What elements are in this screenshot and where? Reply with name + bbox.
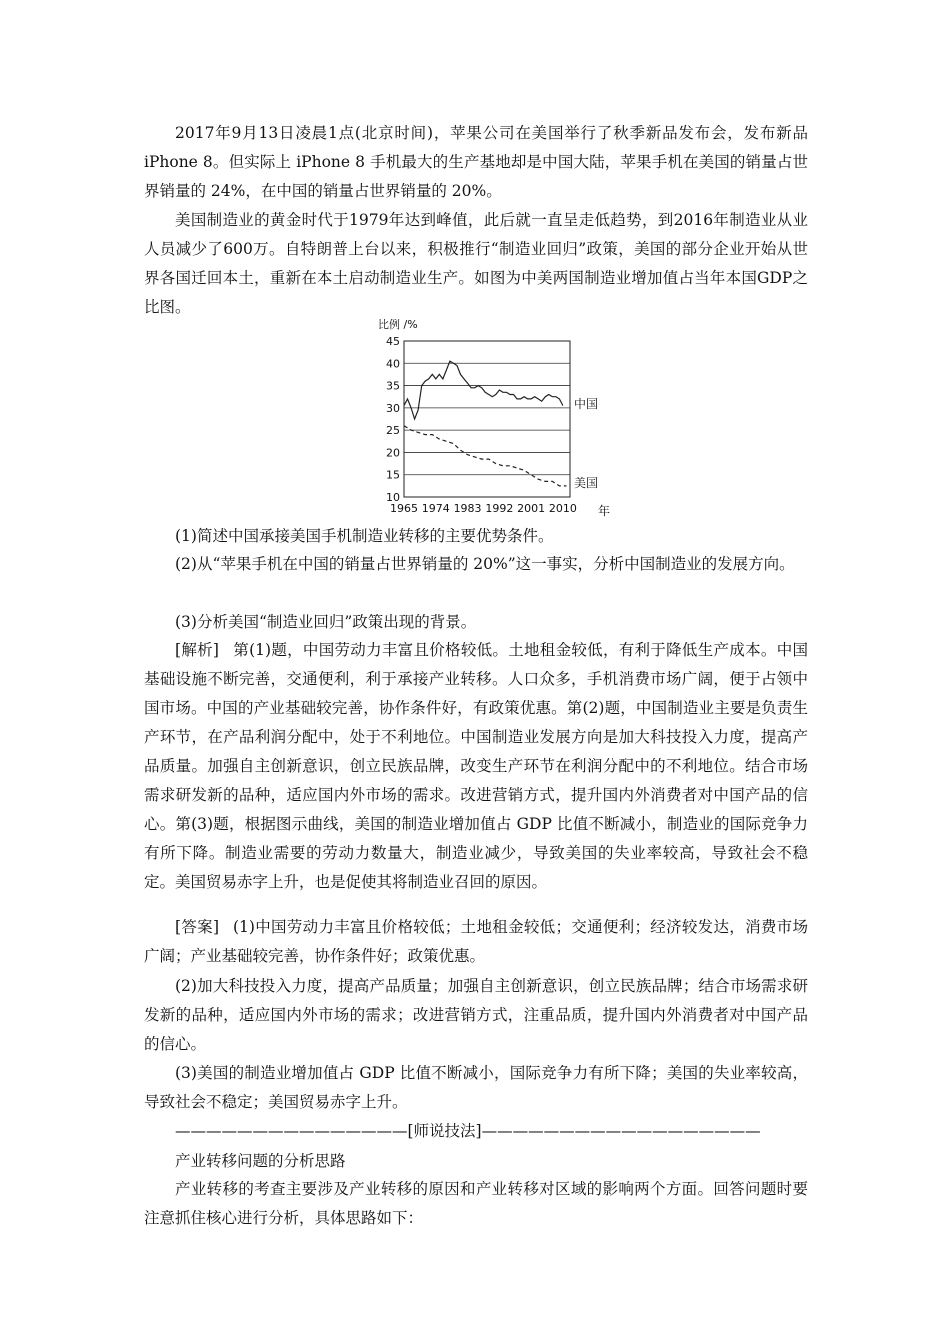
question-1: (1)简述中国承接美国手机制造业转移的主要优势条件。 bbox=[175, 527, 554, 545]
question-2: (2)从“苹果手机在中国的销量占世界销量的 20%”这一事实，分析中国制造业的发展方向。 bbox=[175, 555, 795, 573]
y-tick-label: 10 bbox=[386, 491, 400, 504]
analysis-label: [解析] bbox=[175, 641, 219, 659]
x-tick-label: 1992 bbox=[485, 502, 514, 515]
y-tick-label: 35 bbox=[386, 379, 400, 393]
x-tick-label: 1974 bbox=[421, 502, 450, 515]
method-text: 产业转移的考查主要涉及产业转移的原因和产业转移对区域的影响两个方面。回答问题时要注意抓住核心进行分析，具体思路如下： bbox=[144, 1180, 808, 1227]
y-tick-label: 20 bbox=[386, 446, 400, 460]
answer-2: (2)加大科技投入力度，提高产品质量；加强自主创新意识，创立民族品牌；结合市场需求研发新的品种，适应国内外市场的需求；改进营销方式，注重品质，提升国内外消费者对中国产品的信心。 bbox=[144, 977, 808, 1053]
series-line-china bbox=[404, 361, 563, 419]
x-axis-label: 年 bbox=[598, 504, 611, 518]
question-3: (3)分析美国“制造业回归”政策出现的背景。 bbox=[175, 613, 477, 631]
y-tick-label: 40 bbox=[386, 357, 400, 371]
y-tick-label: 45 bbox=[386, 335, 400, 348]
intro-paragraph-2: 美国制造业的黄金时代于1979年达到峰值，此后就一直呈走低趋势，到2016年制造业从业人员减少了600万。自特朗普上台以来，积极推行“制造业回归”政策，美国的部分企业开始从世界各国迁回本土，重新在本土启动制造业生产。如图为中美两国制造业增加值占当年本国GDP之比图。 bbox=[144, 211, 808, 316]
x-axis-ticks bbox=[390, 502, 577, 515]
method-title: 产业转移问题的分析思路 bbox=[175, 1152, 346, 1170]
x-tick-label: 1965 bbox=[390, 502, 418, 515]
answer-1: (1)中国劳动力丰富且价格较低；土地租金较低；交通便利；经济较发达，消费市场广阔；产业基础较完善，协作条件好；政策优惠。 bbox=[144, 918, 808, 965]
series-label-china: 中国 bbox=[574, 397, 599, 411]
intro-paragraph-1: 2017年9月13日凌晨1点(北京时间)，苹果公司在美国举行了秋季新品发布会，发布新品 iPhone 8。但实际上 iPhone 8 手机最大的生产基地却是中国大陆，苹果手机在美国的销量占世界销量的 24%，在中国的销量占世界销量的 20%。 bbox=[144, 124, 808, 200]
y-axis-label: 比例 /% bbox=[378, 318, 418, 331]
analysis-section bbox=[144, 636, 808, 897]
x-tick-label: 2010 bbox=[548, 502, 577, 515]
chart-series bbox=[404, 361, 567, 486]
y-tick-label: 25 bbox=[386, 424, 400, 438]
series-line-usa bbox=[404, 426, 567, 486]
answer-3: (3)美国的制造业增加值占 GDP 比值不断减小，国际竞争力有所下降；美国的失业率较高，导致社会不稳定；美国贸易赤字上升。 bbox=[144, 1064, 808, 1111]
x-tick-label: 2001 bbox=[517, 502, 546, 515]
plot-frame bbox=[404, 341, 570, 497]
x-tick-label: 1983 bbox=[453, 502, 482, 515]
answer-section bbox=[144, 913, 808, 971]
y-tick-label: 30 bbox=[386, 401, 400, 415]
y-axis-ticks bbox=[386, 335, 400, 504]
method-divider: ———————————————[师说技法]—————————————————— bbox=[175, 1122, 761, 1140]
analysis-text: 第(1)题，中国劳动力丰富且价格较低。土地租金较低，有利于降低生产成本。中国基础设施不断完善，交通便利，利于承接产业转移。人口众多，手机消费市场广阔，便于占领中国市场。中国的产业基础较完善，协作条件好，有政策优惠。第(2)题，中国制造业主要是负责生产环节，在产品利润分配中，处于不利地位。中国制造业发展方向是加大科技投入力度，提高产品质量。加强自主创新意识，创立民族品牌，改变生产环节在利润分配中的不利地位。结合市场需求研发新的品种，适应国内外市场的需求。改进营销方式，提升国内外消费者对中国产品的信心。第(3)题，根据图示曲线，美国的制造业增加值占 GDP 比值不断减小，制造业的国际竞争力有所下降。制造业需要的劳动力数量大，制造业减少，导致美国的失业率较高，导致社会不稳定。美国贸易赤字上升，也是促使其将制造业召回的原因。 bbox=[144, 641, 808, 891]
chart-grid bbox=[404, 341, 570, 497]
series-label-usa: 美国 bbox=[574, 476, 599, 490]
manufacturing-gdp-ratio-chart bbox=[374, 316, 614, 520]
answer-label: [答案] bbox=[175, 918, 219, 936]
y-tick-label: 15 bbox=[386, 468, 400, 482]
